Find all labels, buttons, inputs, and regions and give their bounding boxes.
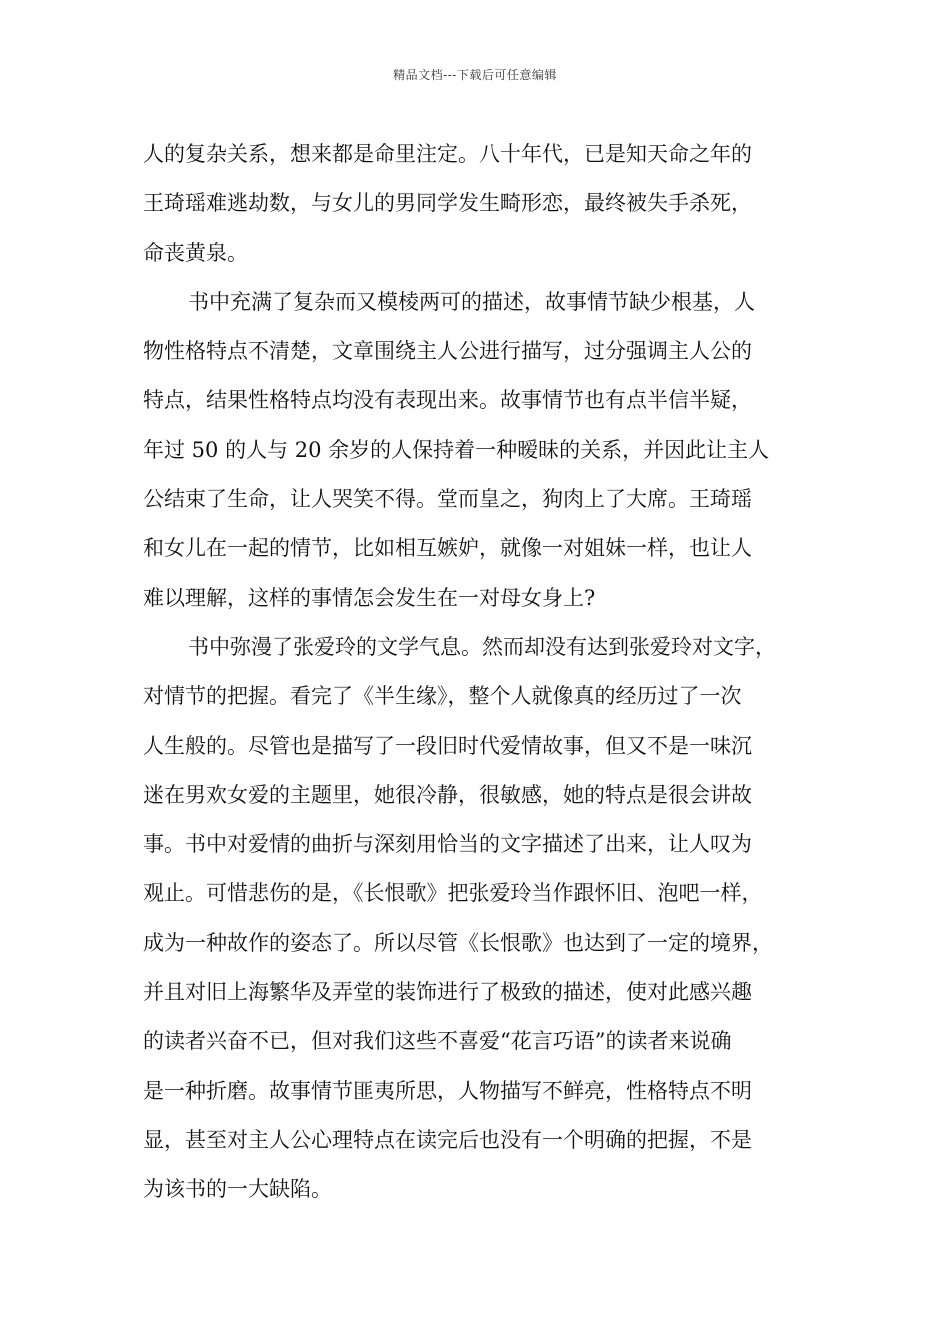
text-line: 人生般的。尽管也是描写了一段旧时代爱情故事，但又不是一味沉 xyxy=(143,733,752,758)
text-line: 命丧黄泉。 xyxy=(143,240,248,265)
text-line: 难以理解，这样的事情怎会发生在一对母女身上? xyxy=(143,585,596,610)
text-line: 的读者兴奋不已，但对我们这些不喜爱“花言巧语”的读者来说确 xyxy=(143,1029,732,1054)
text-line: 特点，结果性格特点均没有表现出来。故事情节也有点半信半疑， xyxy=(143,388,752,413)
text-line: 物性格特点不清楚，文章围绕主人公进行描写，过分强调主人公的 xyxy=(143,339,752,364)
text-line: 人的复杂关系，想来都是命里注定。八十年代，已是知天命之年的 xyxy=(143,142,752,166)
text-line: 事。书中对爱情的曲折与深刻用恰当的文字描述了出来，让人叹为 xyxy=(143,832,752,857)
text-line: 为该书的一大缺陷。 xyxy=(143,1177,332,1202)
text-line: 和女儿在一起的情节，比如相互嫉妒，就像一对姐妹一样，也让人 xyxy=(143,536,752,561)
body-text xyxy=(143,130,815,1215)
paragraph-first-line: 书中充满了复杂而又模棱两可的描述，故事情节缺少根基，人 xyxy=(188,289,755,314)
text-line: 成为一种故作的姿态了。所以尽管《长恨歌》也达到了一定的境界， xyxy=(143,930,773,955)
page-header: 精品文档---下载后可任意编辑 xyxy=(393,68,557,82)
paragraph-first-line: 书中弥漫了张爱玲的文学气息。然而却没有达到张爱玲对文字， xyxy=(188,634,776,659)
text-line: 对情节的把握。看完了《半生缘》，整个人就像真的经历过了一次 xyxy=(143,684,742,709)
text-line: 观止。可惜悲伤的是，《长恨歌》把张爱玲当作跟怀旧、泡吧一样， xyxy=(143,881,763,906)
text-line: 公结束了生命，让人哭笑不得。堂而皇之，狗肉上了大席。王琦瑶 xyxy=(143,487,752,512)
text-line: 王琦瑶难逃劫数，与女儿的男同学发生畸形恋，最终被失手杀死， xyxy=(143,191,752,216)
text-line: 是一种折磨。故事情节匪夷所思，人物描写不鲜亮，性格特点不明 xyxy=(143,1078,752,1103)
text-line: 显，甚至对主人公心理特点在读完后也没有一个明确的把握，不是 xyxy=(143,1127,752,1152)
text-line: 年过 50 的人与 20 余岁的人保持着一种暧昧的关系，并因此让主人 xyxy=(143,437,770,462)
text-line: 迷在男欢女爱的主题里，她很冷静，很敏感，她的特点是很会讲故 xyxy=(143,782,752,807)
text-line: 并且对旧上海繁华及弄堂的装饰进行了极致的描述，使对此感兴趣 xyxy=(143,980,752,1005)
